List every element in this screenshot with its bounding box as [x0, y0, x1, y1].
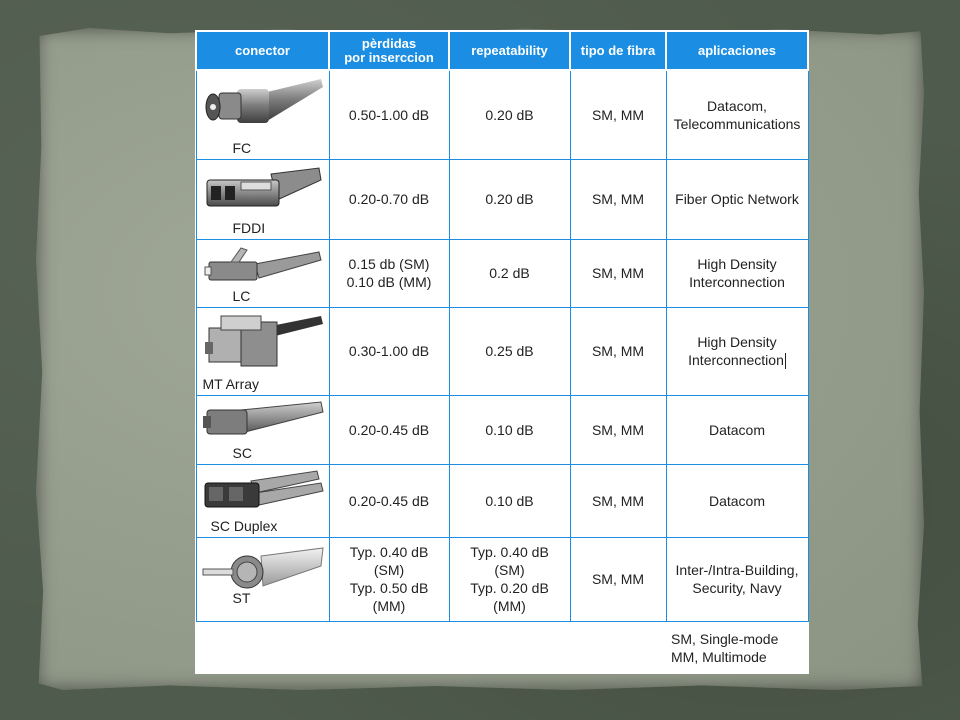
- fiber-cell: SM, MM: [570, 307, 666, 395]
- loss-value: 0.15 db (SM): [348, 256, 430, 272]
- connector-cell: [196, 464, 329, 537]
- fiber-cell: SM, MM: [570, 395, 666, 464]
- footnote-sm: SM, Single-mode: [671, 631, 779, 647]
- app-line: High Density: [697, 333, 777, 350]
- rep-value: (MM): [493, 598, 526, 614]
- repeatability-cell: [449, 239, 570, 307]
- loss-value: 0.20-0.45 dB: [348, 421, 430, 438]
- table-row: [196, 395, 808, 464]
- insertion-loss-cell: [329, 70, 449, 159]
- loss-value: Typ. 0.40 dB: [349, 544, 429, 560]
- connector-cell: [196, 537, 329, 621]
- rep-value: Typ. 0.20 dB: [470, 580, 549, 596]
- table-row: [196, 464, 808, 537]
- app-line: High Density: [697, 256, 777, 272]
- app-line: Fiber Optic Network: [675, 191, 799, 207]
- connector-name: SC Duplex: [210, 517, 278, 534]
- app-line: Datacom,: [707, 97, 767, 114]
- repeatability-cell: [449, 537, 570, 621]
- insertion-loss-cell: [329, 464, 449, 537]
- fiber-cell: SM, MM: [570, 159, 666, 239]
- app-line: Telecommunications: [673, 115, 801, 132]
- loss-value: 0.10 dB (MM): [346, 274, 432, 290]
- loss-value: 0.30-1.00 dB: [348, 343, 430, 359]
- app-line: Security, Navy: [692, 580, 782, 596]
- loss-value: 0.50-1.00 dB: [348, 106, 430, 123]
- repeatability-cell: [449, 464, 570, 537]
- insertion-loss-cell: [329, 307, 449, 395]
- connector-name: SC: [232, 444, 252, 461]
- lc-connector-icon: [201, 244, 325, 288]
- repeatability-cell: [449, 307, 570, 395]
- connector-name: FC: [232, 139, 252, 156]
- rep-value: 0.20 dB: [485, 191, 534, 207]
- applications-cell: [666, 537, 808, 621]
- repeatability-cell: [449, 159, 570, 239]
- sc-duplex-connector-icon: [201, 469, 325, 517]
- app-line: Datacom: [708, 492, 766, 509]
- connector-name: FDDI: [232, 219, 266, 236]
- header-insertion-loss: [329, 31, 449, 70]
- table-row: [196, 239, 808, 307]
- fiber-cell: SM, MM: [570, 464, 666, 537]
- footnote-mm: MM, Multimode: [671, 649, 767, 665]
- loss-value: Typ. 0.50 dB: [349, 580, 429, 596]
- applications-cell: [666, 464, 808, 537]
- rep-value: 0.10 dB: [485, 421, 534, 438]
- applications-cell: [666, 395, 808, 464]
- repeatability-cell: [449, 395, 570, 464]
- table-row: [196, 159, 808, 239]
- loss-value: (SM): [373, 562, 405, 578]
- app-line-with-cursor[interactable]: [667, 351, 808, 369]
- fc-connector-icon: [201, 75, 325, 139]
- st-connector-icon: [201, 542, 325, 602]
- connector-cell: [196, 307, 329, 395]
- insertion-loss-cell: [329, 395, 449, 464]
- loss-value: (MM): [372, 598, 406, 614]
- fiber-cell: SM, MM: [570, 70, 666, 159]
- table-row: [196, 70, 808, 159]
- mt-array-connector-icon: [201, 312, 325, 376]
- fddi-connector-icon: [201, 164, 325, 220]
- applications-cell: [666, 159, 808, 239]
- connector-table: [195, 30, 809, 622]
- applications-cell: [666, 239, 808, 307]
- table-row: [196, 537, 808, 621]
- header-loss-line2: por inserccion: [344, 49, 434, 65]
- table-header-row: [196, 31, 808, 70]
- text-cursor: [785, 353, 786, 369]
- rep-value: 0.2 dB: [489, 265, 530, 281]
- connector-cell: [196, 159, 329, 239]
- connector-cell: [196, 239, 329, 307]
- connector-cell: [196, 70, 329, 159]
- applications-cell: [666, 70, 808, 159]
- rep-value: Typ. 0.40 dB: [470, 544, 549, 560]
- table-row: [196, 307, 808, 395]
- connector-cell: [196, 395, 329, 464]
- header-connector: conector: [196, 31, 329, 70]
- loss-value: 0.20-0.70 dB: [348, 191, 430, 207]
- app-line: Interconnection: [688, 351, 784, 368]
- rep-value: 0.25 dB: [485, 343, 534, 359]
- app-line: Datacom: [708, 421, 766, 438]
- app-line: Inter-/Intra-Building,: [675, 562, 799, 578]
- header-repeatability: repeatability: [449, 31, 570, 70]
- header-fiber-type: tipo de fibra: [570, 31, 666, 70]
- rep-value: 0.20 dB: [485, 106, 534, 123]
- rep-value: 0.10 dB: [485, 492, 534, 509]
- insertion-loss-cell: [329, 239, 449, 307]
- applications-cell: [666, 307, 808, 395]
- connector-name: LC: [232, 287, 251, 304]
- header-loss-line1: pèrdidas: [361, 35, 417, 51]
- connector-table-sheet: [195, 30, 809, 674]
- header-applications: aplicaciones: [666, 31, 808, 70]
- insertion-loss-cell: [329, 159, 449, 239]
- connector-name: MT Array: [202, 375, 260, 392]
- insertion-loss-cell: [329, 537, 449, 621]
- repeatability-cell: [449, 70, 570, 159]
- app-line: Interconnection: [689, 274, 785, 290]
- rep-value: (SM): [494, 562, 525, 578]
- fiber-cell: SM, MM: [570, 537, 666, 621]
- fiber-cell: SM, MM: [570, 239, 666, 307]
- connector-name: ST: [232, 589, 251, 606]
- sc-connector-icon: [201, 400, 325, 444]
- loss-value: 0.20-0.45 dB: [348, 492, 430, 509]
- footnote: [671, 630, 778, 666]
